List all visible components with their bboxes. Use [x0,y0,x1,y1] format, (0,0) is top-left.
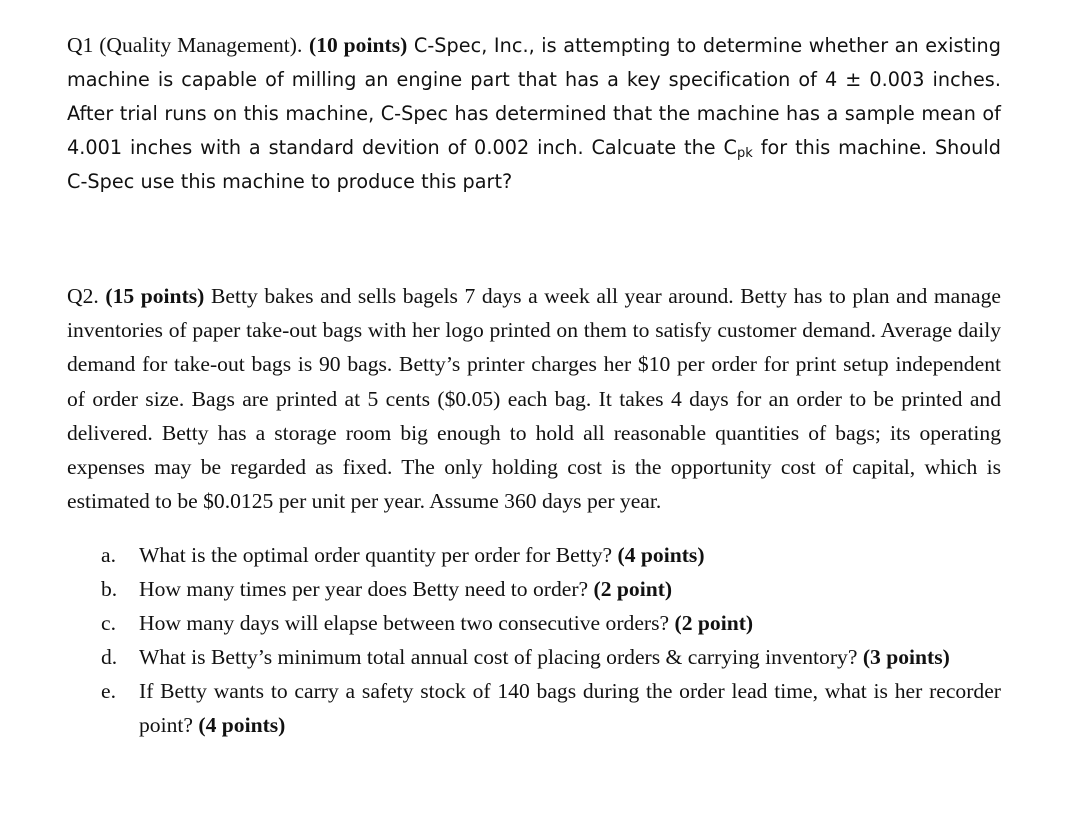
q1-points: (10 points) [309,33,408,57]
item-text: How many days will elapse between two consecutive orders? [139,611,670,636]
question-1 [67,28,1001,199]
item-marker: d. [101,645,118,670]
list-item [67,606,1001,640]
item-marker: e. [101,679,116,704]
q1-cpk-subscript: pk [736,146,753,161]
item-points: (2 point) [593,577,673,602]
list-item [67,572,1001,606]
item-points: (4 points) [198,713,286,738]
item-points: (3 points) [862,645,950,670]
q1-text-end: for this machine. Should C-Spec use this machine to produce this part? [67,136,1001,193]
question-2 [67,279,1001,518]
item-marker: c. [101,611,116,636]
q1-heading: Q1 (Quality Management). [67,33,303,57]
q2-body: Betty bakes and sells bagels 7 days a week all year around. Betty has to plan and manage inventories of paper take-out bags with her logo printed on them to satisfy customer demand. Average daily demand for take-out bags is 90 bags. Betty’s printer charges her $10 per order for print setup independent of order size. Bags are printed at 5 cents ($0.05) each bag. It takes 4 days for an order to be printed and delivered. Betty has a storage room big enough to hold all reasonable quantities of bags; its operating expenses may be regarded as fixed. The only holding cost is the opportunity cost of capital, which is estimated to be $0.0125 per unit per year. Assume 360 days per year. [67,284,1001,514]
item-marker: a. [101,543,116,568]
item-text: What is the optimal order quantity per order for Betty? [139,543,613,568]
item-text: If Betty wants to carry a safety stock of 140 bags during the order lead time, what is her recorder point? [139,679,1001,738]
item-marker: b. [101,577,118,602]
document-page [67,28,1001,742]
item-text: How many times per year does Betty need to order? [139,577,589,602]
item-points: (4 points) [617,543,705,568]
list-item [67,640,1001,674]
q2-subquestion-list [67,538,1001,742]
item-points: (2 point) [674,611,754,636]
q2-points: (15 points) [105,284,205,308]
q2-heading: Q2. [67,284,99,308]
item-text: What is Betty’s minimum total annual cost of placing orders & carrying inventory? [139,645,858,670]
q1-text: C-Spec, Inc., is attempting to determine whether an existing machine is capable of milling an engine part that has a key specification of 4 ± 0.003 inches. After trial runs on this machine, C-Spec has determined that the machine has a sample mean of 4.001 inches with a standard devition of 0.002 inch. Calcuate the C [67,34,1001,159]
list-item [67,674,1001,742]
list-item [67,538,1001,572]
